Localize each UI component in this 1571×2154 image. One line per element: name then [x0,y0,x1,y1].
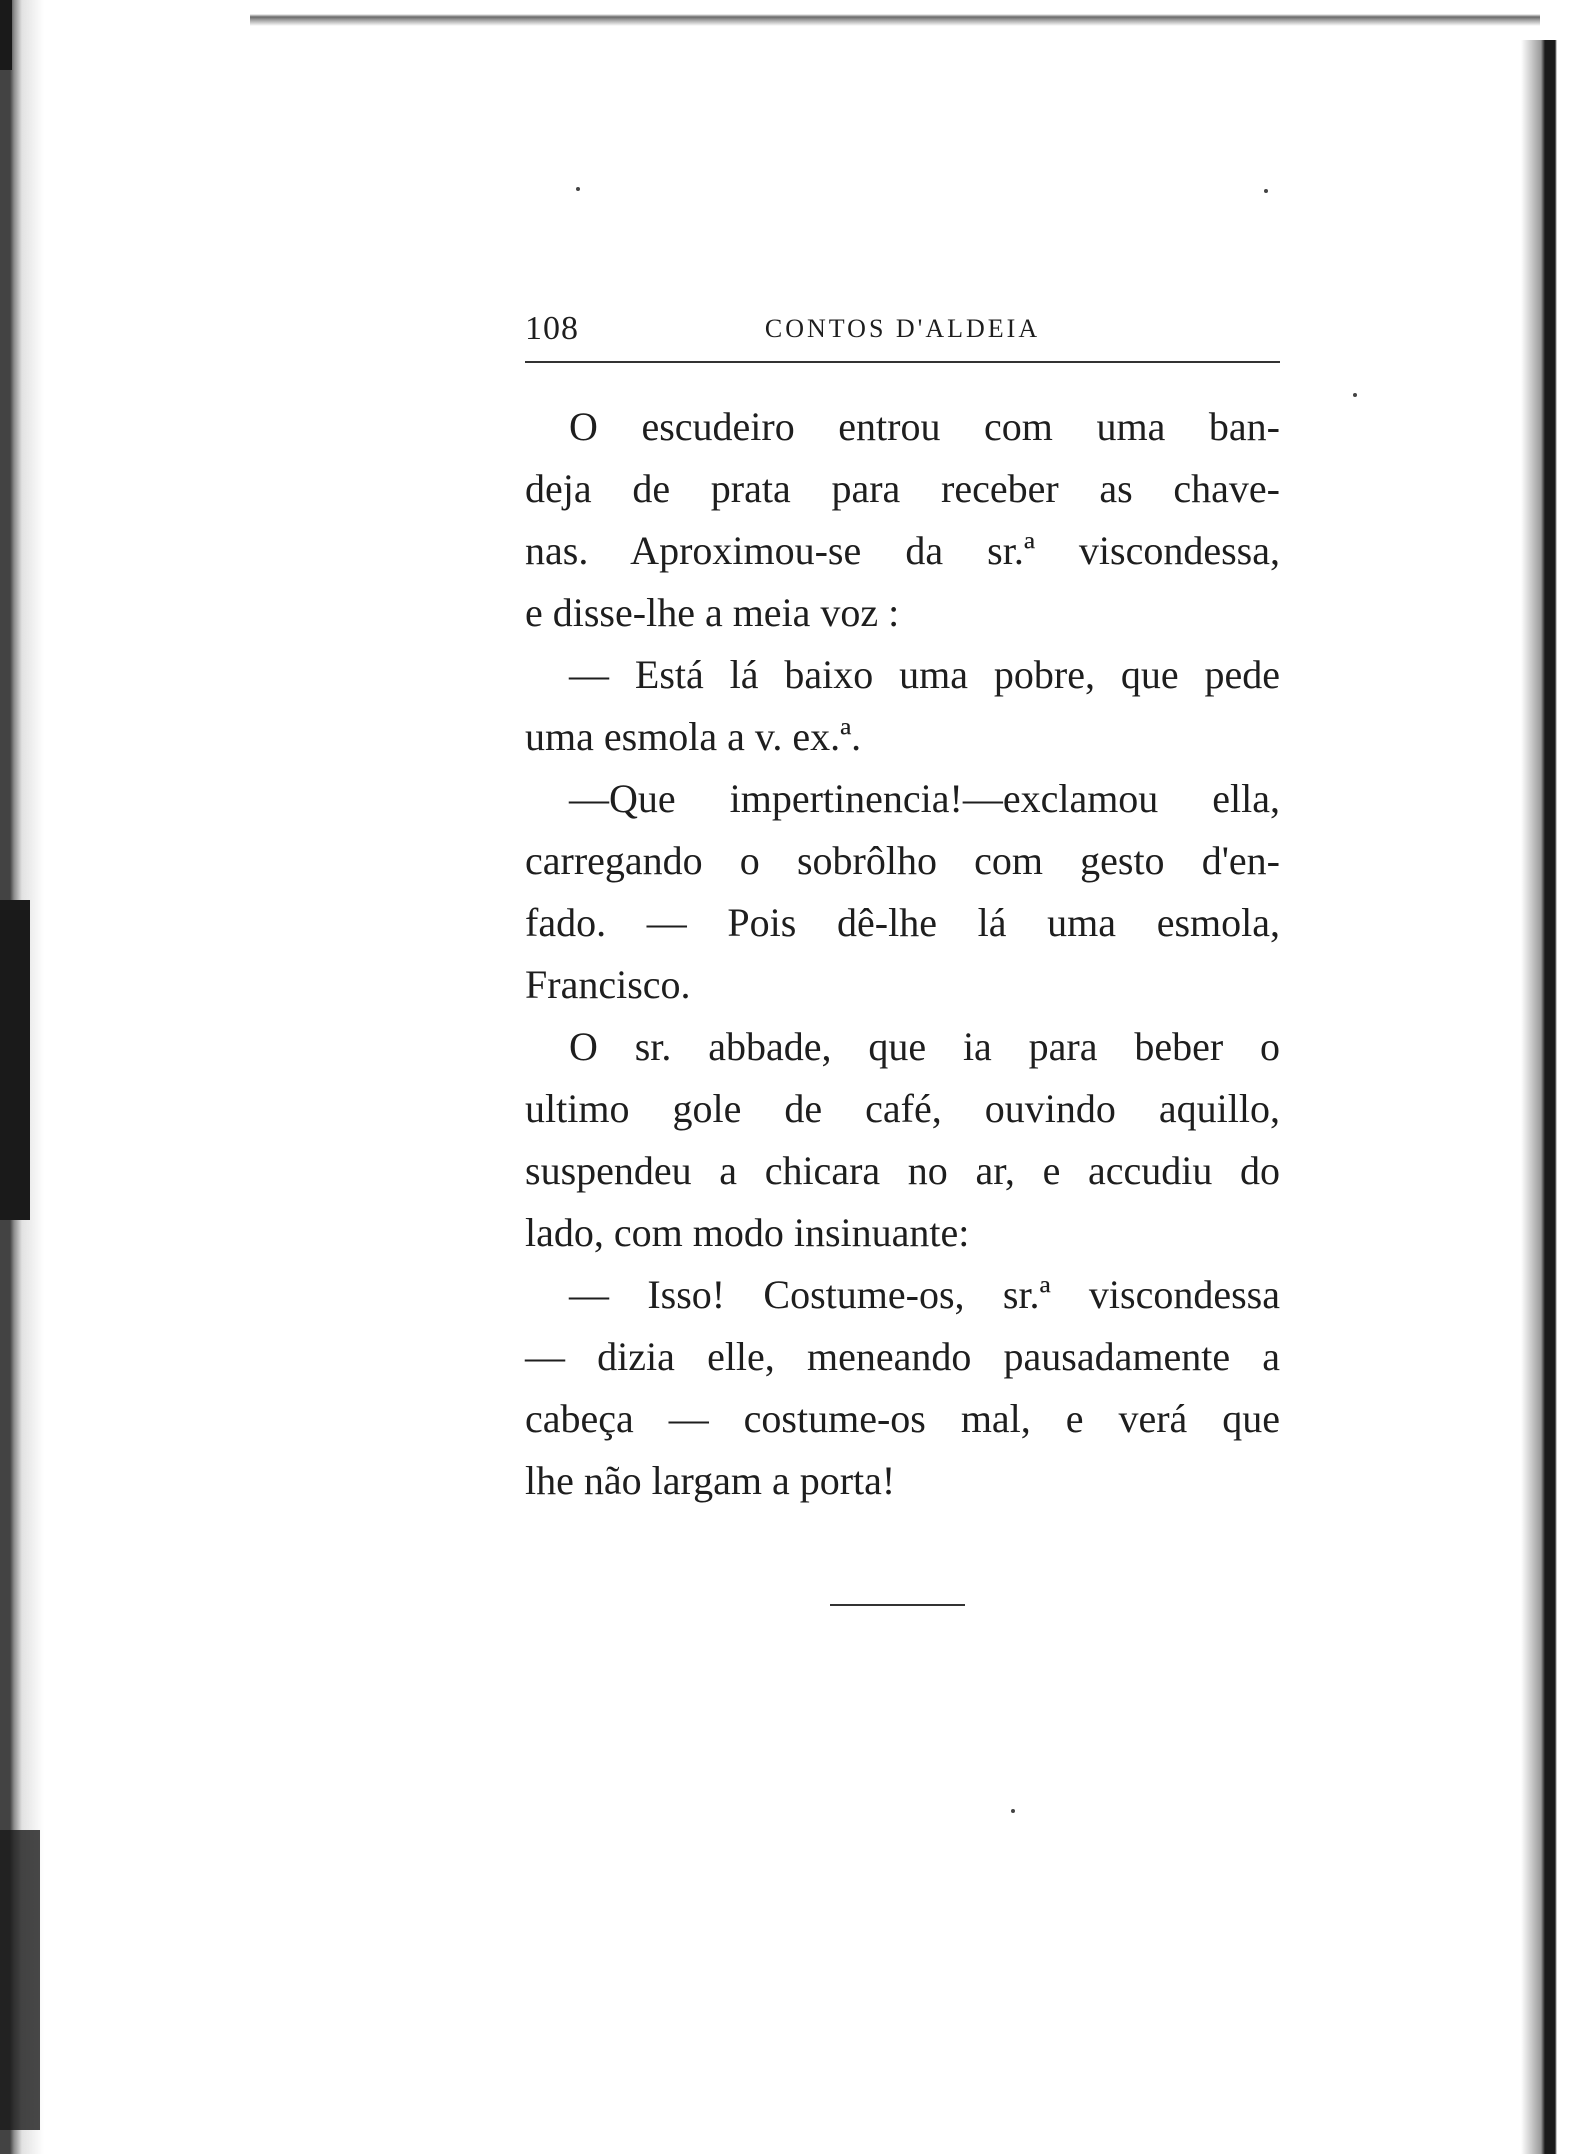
scan-speck [1011,1809,1015,1813]
running-head [525,300,1280,360]
scan-right-edge [1521,40,1571,2154]
running-title: CONTOS D'ALDEIA [764,314,1041,343]
text-line: —Que impertinencia!—exclamou ella, [569,776,1280,821]
scan-left-shadow-mid [0,900,30,1220]
scan-left-shadow-upper [0,0,12,70]
text-line: fado. — Pois dê-lhe lá uma esmola, [525,900,1280,945]
text-line: e disse-lhe a meia voz : [525,590,900,635]
text-line: — Está lá baixo uma pobre, que pede [569,652,1280,697]
text-line: — Isso! Costume-os, sr.ª viscondessa [569,1272,1280,1317]
body-text [525,396,1280,1512]
text-line: uma esmola a v. ex.ª. [525,714,862,759]
text-line: cabeça — costume-os mal, e verá que [525,1396,1280,1441]
text-line: Francisco. [525,962,691,1007]
text-line: nas. Aproximou-se da sr.ª viscondessa, [525,528,1280,573]
text-line: lhe não largam a porta! [525,1458,896,1503]
scan-speck [1353,393,1357,397]
scan-left-shadow-lower [0,1830,40,2130]
scan-top-edge [250,14,1540,26]
text-line: deja de prata para receber as chave- [525,466,1280,511]
header-rule [525,361,1280,363]
scan-speck [576,187,580,191]
scan-speck [1264,189,1268,193]
text-line: ultimo gole de café, ouvindo aquillo, [525,1086,1280,1131]
end-rule [830,1604,965,1606]
text-line: O sr. abbade, que ia para beber o [569,1024,1280,1069]
text-line: — dizia elle, meneando pausadamente a [525,1334,1280,1379]
text-line: carregando o sobrôlho com gesto d'en- [525,838,1280,883]
page-number: 108 [525,310,579,347]
text-line: O escudeiro entrou com uma ban- [569,404,1280,449]
text-line: suspendeu a chicara no ar, e accudiu do [525,1148,1280,1193]
text-line: lado, com modo insinuante: [525,1210,970,1255]
